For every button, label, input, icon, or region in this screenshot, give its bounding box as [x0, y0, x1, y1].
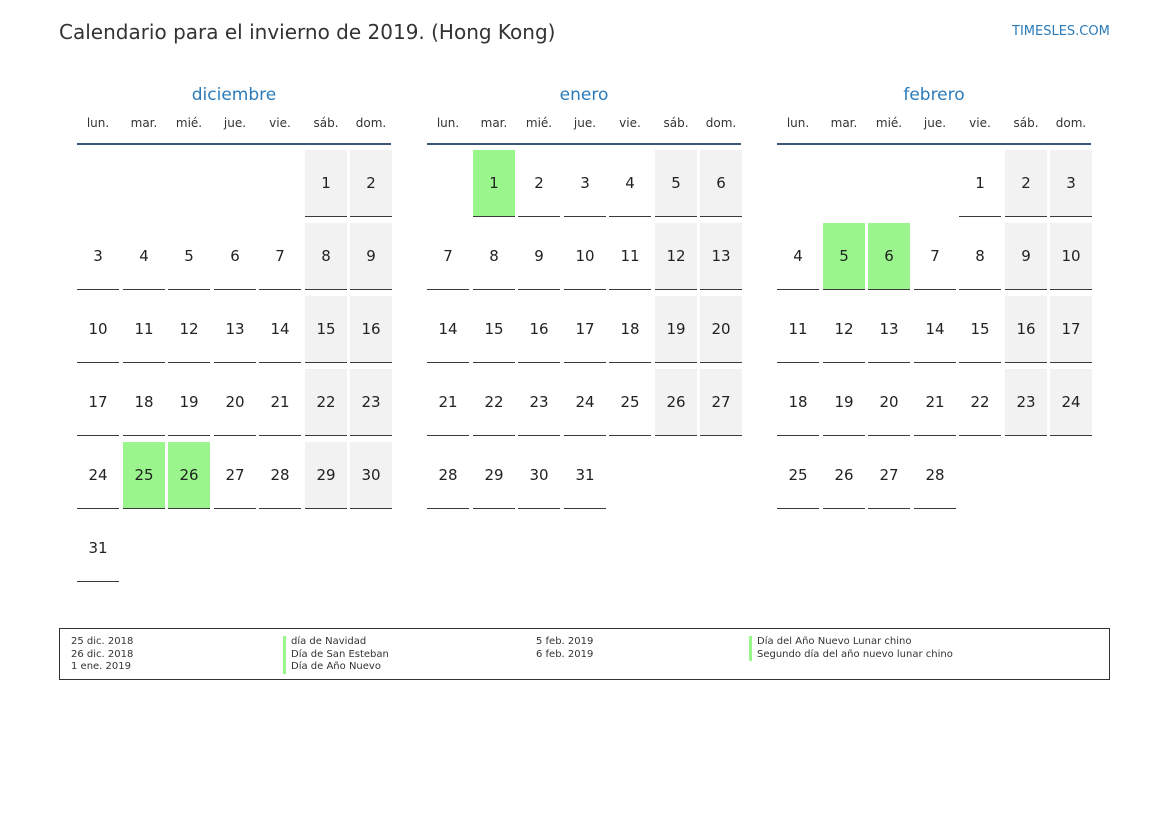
weekday-label: vie. [969, 116, 991, 130]
month-febrero [777, 84, 1091, 605]
weekday-label: mié. [875, 116, 903, 130]
day-cell: 10 [77, 296, 119, 363]
day-cell-holiday: 25 [123, 442, 165, 509]
site-link[interactable]: TIMESLES.COM [1012, 24, 1110, 39]
day-cell: 20 [868, 369, 910, 436]
day-cell: 7 [914, 223, 956, 290]
day-cell: 9 [1005, 223, 1047, 290]
day-cell: 8 [305, 223, 347, 290]
weekday-label: vie. [619, 116, 641, 130]
legend-date: 6 feb. 2019 [536, 648, 594, 660]
day-cell: 28 [259, 442, 301, 509]
day-cell: 9 [350, 223, 392, 290]
weekday-label: vie. [269, 116, 291, 130]
day-cell: 6 [214, 223, 256, 290]
day-cell: 29 [305, 442, 347, 509]
legend-date: 25 dic. 2018 [71, 636, 134, 647]
day-cell: 1 [305, 150, 347, 217]
day-cell: 9 [518, 223, 560, 290]
day-cell: 26 [655, 369, 697, 436]
day-cell: 2 [1005, 150, 1047, 217]
day-cell: 17 [564, 296, 606, 363]
legend-date: 1 ene. 2019 [71, 661, 131, 672]
day-cell: 25 [609, 369, 651, 436]
day-grid [77, 145, 391, 605]
day-cell: 5 [655, 150, 697, 217]
day-cell: 20 [214, 369, 256, 436]
day-cell: 18 [777, 369, 819, 436]
weekday-label: jue. [573, 116, 597, 130]
day-cell: 23 [518, 369, 560, 436]
day-cell: 31 [77, 515, 119, 582]
weekday-header [427, 116, 741, 145]
day-cell: 14 [914, 296, 956, 363]
day-cell: 24 [1050, 369, 1092, 436]
day-cell: 4 [777, 223, 819, 290]
day-cell: 18 [123, 369, 165, 436]
day-cell: 16 [518, 296, 560, 363]
day-cell-holiday: 26 [168, 442, 210, 509]
legend-names-col-2 [749, 636, 953, 661]
day-cell: 27 [700, 369, 742, 436]
month-name: diciembre [191, 85, 277, 105]
day-cell: 8 [473, 223, 515, 290]
day-cell: 15 [959, 296, 1001, 363]
day-cell: 14 [259, 296, 301, 363]
day-cell: 30 [518, 442, 560, 509]
day-cell: 4 [609, 150, 651, 217]
day-cell: 23 [350, 369, 392, 436]
day-cell: 12 [168, 296, 210, 363]
legend-date: 5 feb. 2019 [536, 636, 594, 647]
weekday-label: mié. [525, 116, 553, 130]
weekday-label: sáb. [313, 116, 339, 130]
day-cell: 6 [700, 150, 742, 217]
weekday-label: dom. [1055, 116, 1087, 130]
weekday-label: mar. [830, 116, 858, 130]
day-cell: 13 [868, 296, 910, 363]
day-cell-holiday: 6 [868, 223, 910, 290]
day-cell: 13 [214, 296, 256, 363]
day-cell: 12 [823, 296, 865, 363]
day-cell: 16 [350, 296, 392, 363]
day-cell: 21 [259, 369, 301, 436]
weekday-label: mar. [130, 116, 158, 130]
day-cell-holiday: 1 [473, 150, 515, 217]
day-grid [427, 145, 741, 605]
legend-names-col-1 [283, 636, 389, 674]
legend-holiday-name: Día de San Esteban [283, 649, 389, 662]
day-cell: 19 [655, 296, 697, 363]
day-cell: 23 [1005, 369, 1047, 436]
day-cell: 22 [473, 369, 515, 436]
day-cell: 18 [609, 296, 651, 363]
page-title: Calendario para el invierno de 2019. (Hong Kong) [59, 20, 556, 44]
legend-holiday-name: Día de Año Nuevo [283, 661, 389, 674]
month-diciembre [77, 84, 391, 605]
day-cell: 11 [609, 223, 651, 290]
weekday-label: jue. [923, 116, 947, 130]
day-cell: 3 [1050, 150, 1092, 217]
day-cell: 11 [123, 296, 165, 363]
day-cell: 1 [959, 150, 1001, 217]
day-cell: 20 [700, 296, 742, 363]
day-cell: 11 [777, 296, 819, 363]
day-cell: 26 [823, 442, 865, 509]
legend-date: 26 dic. 2018 [71, 648, 134, 660]
day-cell: 4 [123, 223, 165, 290]
legend-dates-col-2 [536, 636, 593, 661]
weekday-label: lun. [436, 116, 460, 130]
day-cell: 8 [959, 223, 1001, 290]
day-cell: 17 [1050, 296, 1092, 363]
day-grid [777, 145, 1091, 605]
day-cell: 15 [305, 296, 347, 363]
day-cell: 15 [473, 296, 515, 363]
day-cell: 10 [1050, 223, 1092, 290]
weekday-label: sáb. [663, 116, 689, 130]
month-name: febrero [903, 85, 965, 105]
weekday-label: mié. [175, 116, 203, 130]
day-cell: 10 [564, 223, 606, 290]
day-cell-holiday: 5 [823, 223, 865, 290]
day-cell: 27 [214, 442, 256, 509]
weekday-label: dom. [355, 116, 387, 130]
day-cell: 2 [350, 150, 392, 217]
day-cell: 13 [700, 223, 742, 290]
day-cell: 25 [777, 442, 819, 509]
day-cell: 24 [564, 369, 606, 436]
weekday-header [77, 116, 391, 145]
weekday-label: sáb. [1013, 116, 1039, 130]
day-cell: 17 [77, 369, 119, 436]
holiday-legend [59, 628, 1110, 680]
day-cell: 14 [427, 296, 469, 363]
weekday-label: lun. [786, 116, 810, 130]
day-cell: 28 [914, 442, 956, 509]
day-cell: 28 [427, 442, 469, 509]
day-cell: 5 [168, 223, 210, 290]
day-cell: 21 [427, 369, 469, 436]
weekday-header [777, 116, 1091, 145]
legend-dates-col-1 [71, 636, 133, 674]
weekday-label: dom. [705, 116, 737, 130]
legend-holiday-name: día de Navidad [283, 636, 389, 649]
month-enero [427, 84, 741, 605]
weekday-label: mar. [480, 116, 508, 130]
day-cell: 3 [564, 150, 606, 217]
month-name: enero [559, 85, 609, 105]
day-cell: 22 [305, 369, 347, 436]
day-cell: 29 [473, 442, 515, 509]
day-cell: 31 [564, 442, 606, 509]
day-cell: 19 [823, 369, 865, 436]
legend-holiday-name: Segundo día del año nuevo lunar chino [749, 649, 953, 662]
day-cell: 22 [959, 369, 1001, 436]
day-cell: 21 [914, 369, 956, 436]
day-cell: 16 [1005, 296, 1047, 363]
day-cell: 27 [868, 442, 910, 509]
legend-holiday-name: Día del Año Nuevo Lunar chino [749, 636, 953, 649]
day-cell: 2 [518, 150, 560, 217]
day-cell: 12 [655, 223, 697, 290]
day-cell: 24 [77, 442, 119, 509]
day-cell: 7 [259, 223, 301, 290]
day-cell: 30 [350, 442, 392, 509]
day-cell: 19 [168, 369, 210, 436]
weekday-label: lun. [86, 116, 110, 130]
day-cell: 3 [77, 223, 119, 290]
day-cell: 7 [427, 223, 469, 290]
weekday-label: jue. [223, 116, 247, 130]
